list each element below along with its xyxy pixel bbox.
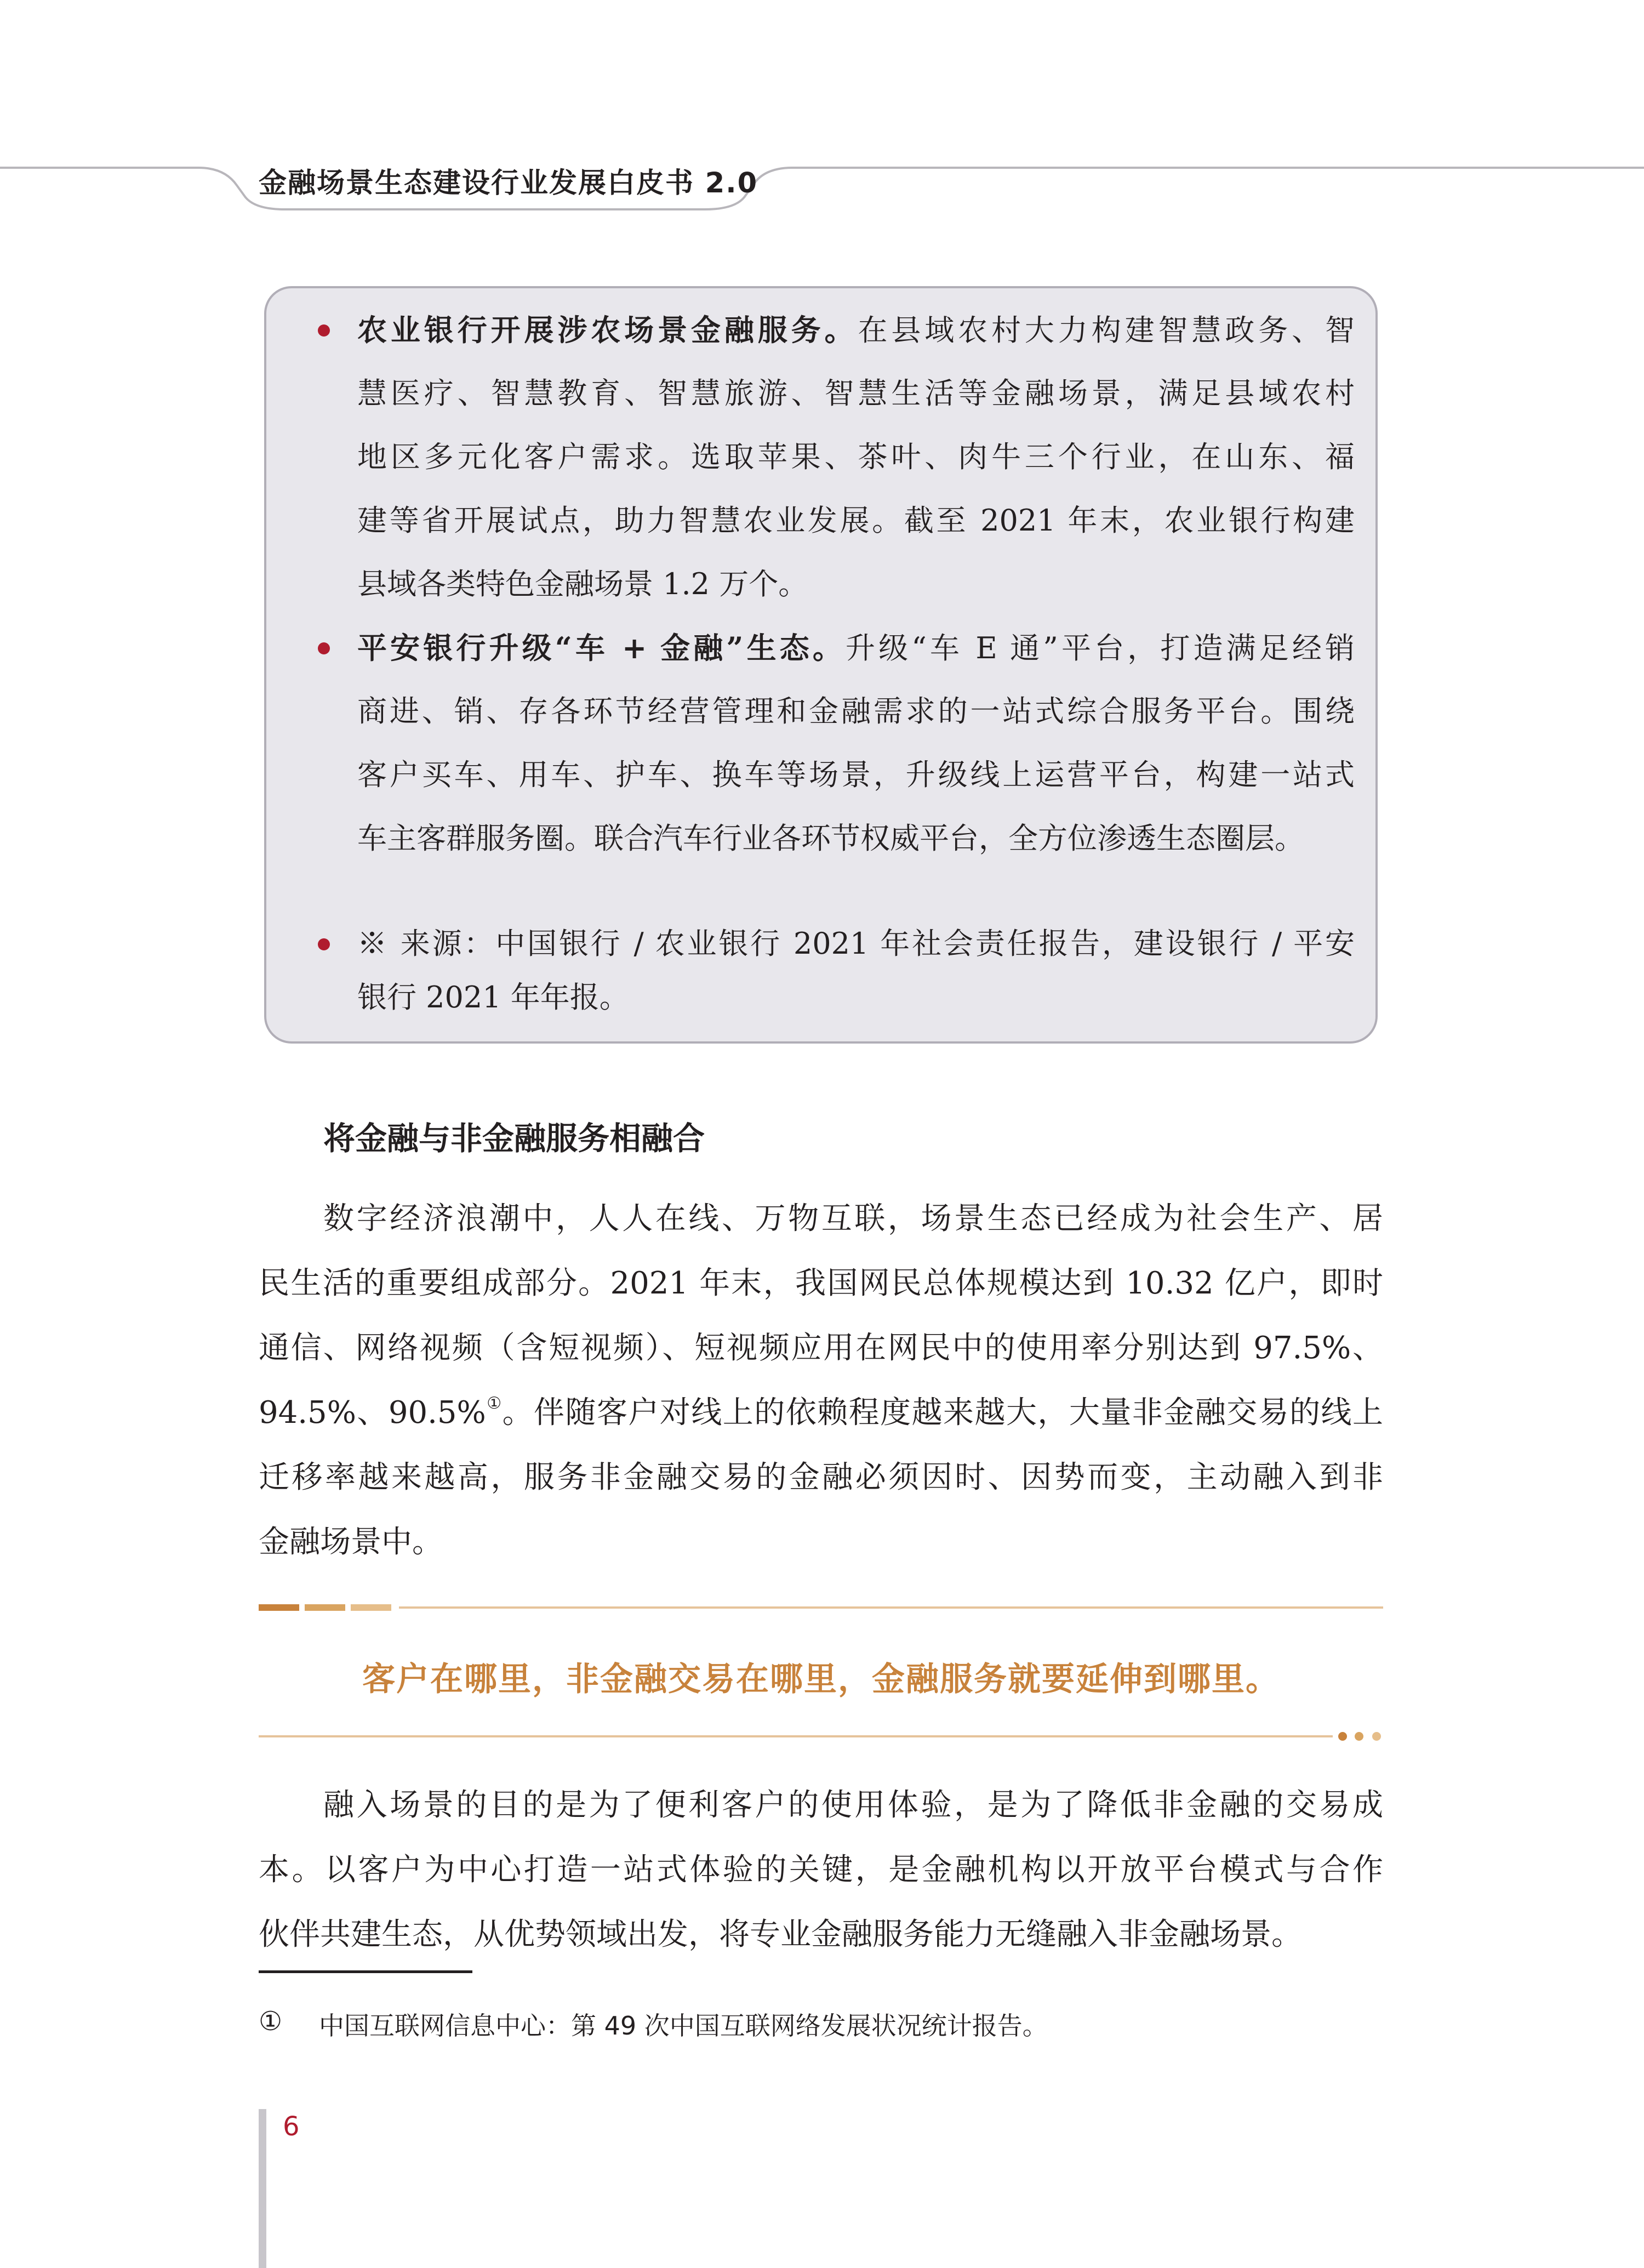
bullet-dot xyxy=(318,642,330,654)
source-note-line-2: 银行 2021 年年报。 xyxy=(357,980,629,1015)
page-number: 6 xyxy=(283,2111,300,2142)
case-item-2-lead: 平安银行升级“车 + 金融”生态。 xyxy=(357,630,846,665)
footnote-text: 中国互联网信息中心：第 49 次中国互联网络发展状况统计报告。 xyxy=(319,2011,1048,2041)
case-item-2-line-4: 车主客群服务圈。联合汽车行业各环节权威平台，全方位渗透生态圈层。 xyxy=(357,821,1304,856)
case-item-2-line-2: 商进、销、存各环节经营管理和金融需求的一站式综合服务平台。围绕 xyxy=(357,694,1355,728)
header-tab-outline xyxy=(0,159,1644,219)
bullet-dot xyxy=(318,938,330,950)
case-item-1-line-5: 县域各类特色金融场景 1.2 万个。 xyxy=(357,567,808,601)
footnote-divider xyxy=(259,1970,472,1973)
paragraph-2-line-2: 本。以客户为中心打造一站式体验的关键，是金融机构以开放平台模式与合作 xyxy=(259,1852,1383,1888)
section-heading: 将金融与非金融服务相融合 xyxy=(323,1120,705,1157)
footnote-marker: ① xyxy=(259,2006,283,2037)
document-title: 金融场景生态建设行业发展白皮书 2.0 xyxy=(259,167,758,200)
source-note-line-1: ※ 来源：中国银行 / 农业银行 2021 年社会责任报告，建设银行 / 平安 xyxy=(357,926,1355,961)
case-item-2-line-1: 平安银行升级“车 + 金融”生态。升级“车 E 通”平台，打造满足经销 xyxy=(357,630,1355,665)
paragraph-2-line-1: 融入场景的目的是为了便利客户的使用体验，是为了降低非金融的交易成 xyxy=(323,1787,1383,1823)
paragraph-1-line-3: 通信、网络视频（含短视频）、短视频应用在网民中的使用率分别达到 97.5%、 xyxy=(259,1330,1383,1366)
paragraph-1-line-6: 金融场景中。 xyxy=(259,1524,443,1560)
quote-top-divider xyxy=(259,1603,1383,1614)
case-item-1-line-1: 农业银行开展涉农场景金融服务。在县域农村大力构建智慧政务、智 xyxy=(357,312,1355,347)
case-item-1-line-4: 建等省开展试点，助力智慧农业发展。截至 2021 年末，农业银行构建 xyxy=(357,503,1355,538)
footnote-reference[interactable]: ① xyxy=(486,1394,503,1413)
quote-bottom-divider xyxy=(259,1730,1383,1743)
paragraph-1-line-2: 民生活的重要组成部分。2021 年末，我国网民总体规模达到 10.32 亿户，即时 xyxy=(259,1266,1383,1301)
paragraph-1-line-5: 迁移率越来越高，服务非金融交易的金融必须因时、因势而变，主动融入到非 xyxy=(259,1460,1383,1495)
case-item-2-line-3: 客户买车、用车、护车、换车等场景，升级线上运营平台，构建一站式 xyxy=(357,757,1355,792)
case-item-1-line-2: 慧医疗、智慧教育、智慧旅游、智慧生活等金融场景，满足县域农村 xyxy=(357,376,1355,411)
case-item-1-lead: 农业银行开展涉农场景金融服务。 xyxy=(357,312,858,347)
page-number-bar xyxy=(259,2109,266,2268)
bullet-dot xyxy=(318,324,330,337)
paragraph-1-line-1: 数字经济浪潮中，人人在线、万物互联，场景生态已经成为社会生产、居 xyxy=(323,1201,1383,1236)
paragraph-2-line-3: 伙伴共建生态，从优势领域出发，将专业金融服务能力无缝融入非金融场景。 xyxy=(259,1917,1302,1952)
highlight-quote: 客户在哪里，非金融交易在哪里，金融服务就要延伸到哪里。 xyxy=(362,1660,1280,1699)
paragraph-1-line-4: 94.5%、90.5%①。伴随客户对线上的依赖程度越来越大，大量非金融交易的线上 xyxy=(259,1394,1384,1431)
case-item-1-line-3: 地区多元化客户需求。选取苹果、茶叶、肉牛三个行业，在山东、福 xyxy=(357,440,1355,474)
